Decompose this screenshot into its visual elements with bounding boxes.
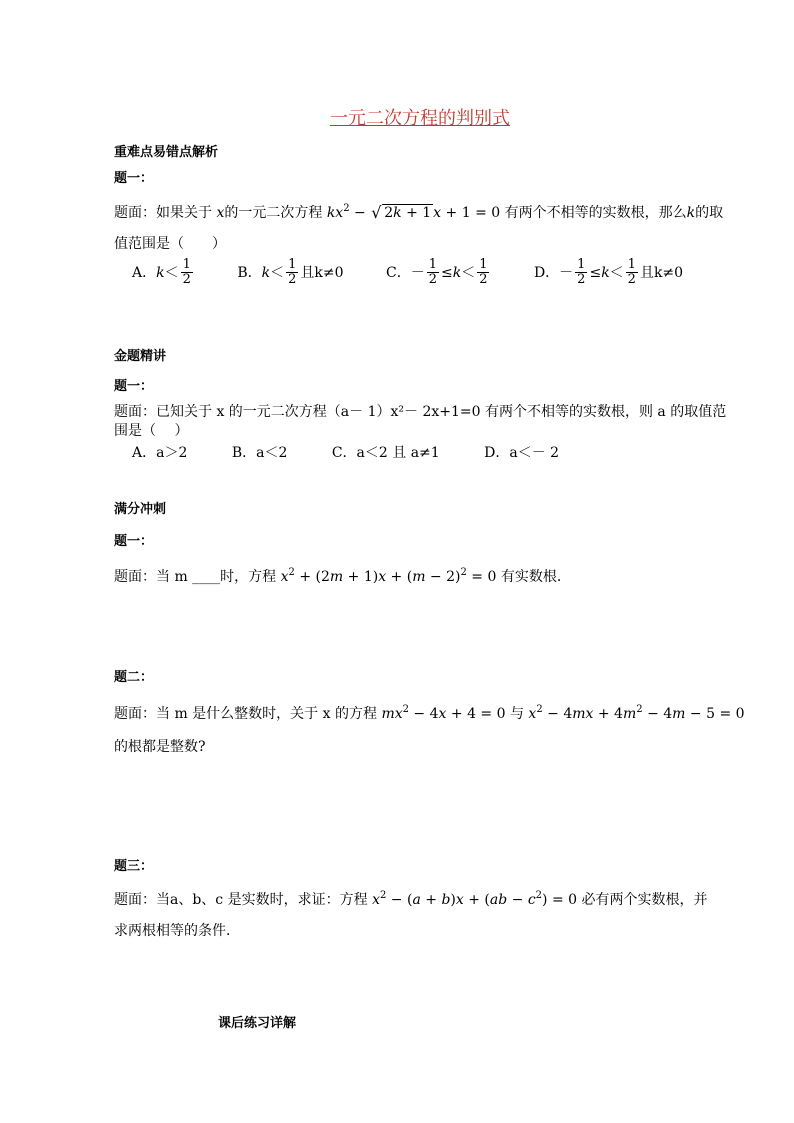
problem-2-line-2: 围是（ ） [114,423,189,439]
equation-5: $x^2 - (a + b)x + (ab - c^2) = 0$ [372,890,578,908]
question-label-1c: 题一： [114,534,154,549]
problem-5-line-2: 求两根相等的条件． [114,923,240,939]
option-a: A．k＜ $\frac{1}{2}$ [132,257,191,288]
problem-2-line-1: 题面：已知关于 x 的一元二次方程（a－ 1）x²－ 2x+1=0 有两个不相等的实数根，则 a 的取值范 [114,404,727,420]
page-title: 一元二次方程的判别式 [330,108,510,129]
problem-4-line-2: 的根都是整数? [114,739,206,755]
option-b: B．k＜ $\frac{1}{2}$ 且k≠0 [237,257,344,288]
question-label-1b: 题一： [114,379,154,394]
option-c: C．－ $\frac{1}{2}$ ≤k＜ $\frac{1}{2}$ [385,257,488,288]
section-heading-full-marks: 满分冲刺 [114,502,167,517]
option-a: A．a＞2 [132,445,188,461]
option-b: B．a＜2 [231,445,288,461]
problem-3-line-1: 题面：当 m ____时，方程 $x^2 + (2m + 1)x + (m - 2)^2 = 0$ 有实数根． [114,567,571,585]
problem-4-line-1: 题面：当 m 是什么整数时，关于 x 的方程 $mx^2 - 4x + 4 = 0$ 与 $x^2 - 4mx + 4m^2 - 4m - 5 = 0$ [114,704,745,722]
option-d: D．a＜－ 2 [484,445,560,461]
section-heading-key-points: 重难点易错点解析 [114,145,219,160]
section-heading-gold-problems: 金题精讲 [114,349,167,364]
equation-3: $x^2 + (2m + 1)x + (m - 2)^2 = 0$ [280,567,497,585]
question-label-3: 题三： [114,859,154,874]
problem-5-line-1: 题面：当a、b、c 是实数时，求证：方程 $x^2 - (a + b)x + (ab - c^2) = 0$ 必有两个实数根，并 [114,890,708,908]
option-d: D．－ $\frac{1}{2}$ ≤k＜ $\frac{1}{2}$ 且k≠0 [533,257,684,288]
problem-2-options [132,442,597,462]
equation-4b: $x^2 - 4mx + 4m^2 - 4m - 5 = 0$ [528,704,745,722]
problem-1-options [132,258,721,288]
equation-4a: $mx^2 - 4x + 4 = 0$ [381,704,506,722]
problem-1-line-2: 值范围是（ ） [114,236,226,252]
problem-1-line-1: 题面：如果关于 x的一元二次方程 $kx^2$ − √ 2k + 1 x + 1 = 0 有两个不相等的实数根，那么k的取 [114,202,723,222]
option-c: C．a＜2 且 a≠1 [331,445,440,461]
question-label-1: 题一： [114,171,154,186]
equation-1: $kx^2$ − √ 2k + 1 x + 1 = 0 [327,205,500,221]
question-label-2: 题二： [114,670,154,685]
section-heading-exercise-solutions: 课后练习详解 [218,1016,297,1031]
